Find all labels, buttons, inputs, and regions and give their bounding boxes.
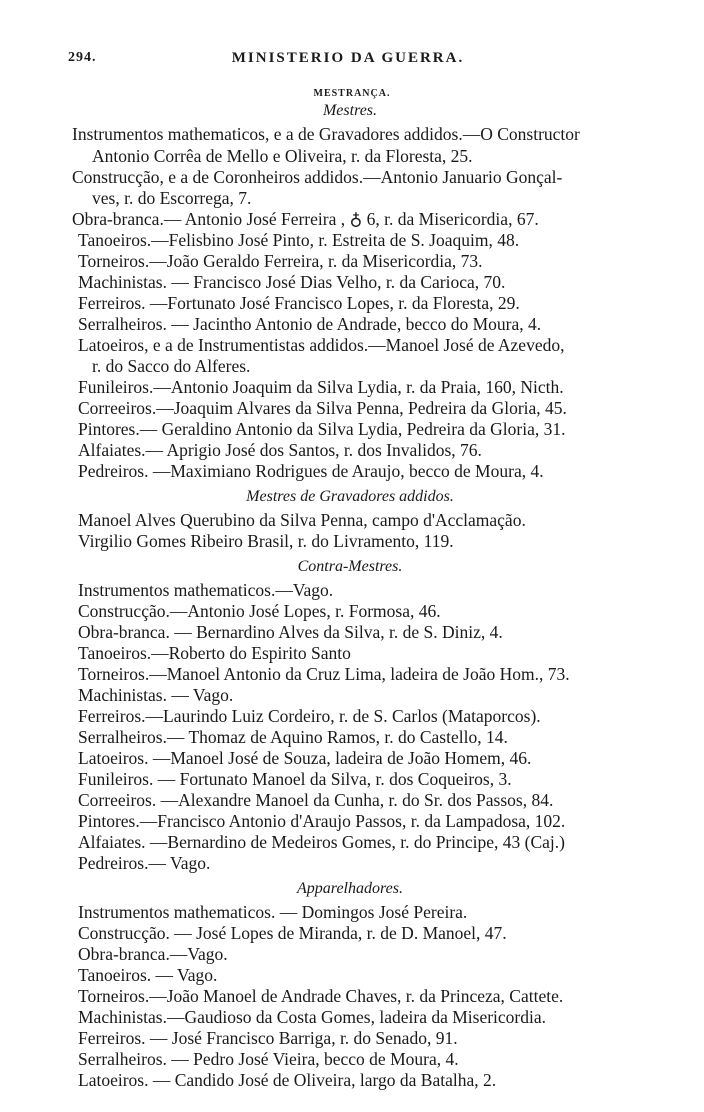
heading-apparelhadores: Apparelhadores. [297, 880, 403, 897]
text-line: Antonio Corrêa de Mello e Oliveira, r. da Floresta, 25. [92, 146, 473, 166]
text-line: Pedreiros. —Maximiano Rodrigues de Araujo, becco de Moura, 4. [78, 461, 544, 481]
text-line: ves, r. do Escorrega, 7. [92, 188, 252, 208]
text-line: Latoeiros. — Candido José de Oliveira, largo da Batalha, 2. [78, 1070, 497, 1090]
page-number: 294. [68, 50, 97, 65]
text-line: Pintores.— Geraldino Antonio da Silva Lydia, Pedreira da Gloria, 31. [78, 419, 566, 439]
text-line: Funileiros.—Antonio Joaquim da Silva Lydia, r. da Praia, 160, Nicth. [78, 377, 564, 397]
text-line: Torneiros.—Manoel Antonio da Cruz Lima, ladeira de João Hom., 73. [78, 664, 570, 684]
text-line: Construcção.—Antonio José Lopes, r. Formosa, 46. [78, 601, 441, 621]
text-line: Instrumentos mathematicos. — Domingos José Pereira. [78, 902, 468, 922]
text-line: Tanoeiros. — Vago. [78, 965, 218, 985]
text-line: Machinistas.—Gaudioso da Costa Gomes, ladeira da Misericordia. [78, 1007, 547, 1027]
text-line: Torneiros.—João Geraldo Ferreira, r. da Misericordia, 73. [78, 251, 483, 271]
page-header [68, 50, 628, 72]
text-line: r. do Sacco do Alferes. [92, 356, 251, 376]
text-line: Correeiros.—Joaquim Alvares da Silva Penna, Pedreira da Gloria, 45. [78, 398, 567, 418]
text-line: Funileiros. — Fortunato Manoel da Silva, r. dos Coqueiros, 3. [78, 769, 512, 789]
text-line: Alfaiates. —Bernardino de Medeiros Gomes, r. do Principe, 43 (Caj.) [78, 832, 565, 852]
text-line: Alfaiates.— Aprigio José dos Santos, r. dos Invalidos, 76. [78, 440, 482, 460]
text-line: Torneiros.—João Manoel de Andrade Chaves, r. da Princeza, Cattete. [78, 986, 564, 1006]
section-title: MESTRANÇA. [313, 88, 391, 99]
text-line: Machinistas. — Francisco José Dias Velho, r. da Carioca, 70. [78, 272, 506, 292]
text-line: Obra-branca. — Bernardino Alves da Silva, r. de S. Diniz, 4. [78, 622, 503, 642]
text-line: Pedreiros.— Vago. [78, 853, 211, 873]
text-line: Serralheiros. — Pedro José Vieira, becco de Moura, 4. [78, 1049, 459, 1069]
text-line: Latoeiros, e a de Instrumentistas addidos.—Manoel José de Azevedo, [78, 335, 565, 355]
text-line: Instrumentos mathematicos, e a de Gravadores addidos.—O Constructor [72, 124, 580, 144]
text-line: Ferreiros. — José Francisco Barriga, r. do Senado, 91. [78, 1028, 458, 1048]
text-line: Machinistas. — Vago. [78, 685, 234, 705]
text-line: Construcção. — José Lopes de Miranda, r. de D. Manoel, 47. [78, 923, 507, 943]
text-line: Instrumentos mathematicos.—Vago. [78, 580, 334, 600]
heading-mestres: Mestres. [322, 102, 378, 119]
text-line: Latoeiros. —Manoel José de Souza, ladeira de João Homem, 46. [78, 748, 532, 768]
heading-mestres-gravadores: Mestres de Gravadores addidos. [246, 488, 454, 505]
text-line: Obra-branca.—Vago. [78, 944, 228, 964]
text-line: Serralheiros. — Jacintho Antonio de Andrade, becco do Moura, 4. [78, 314, 542, 334]
text-line: Construcção, e a de Coronheiros addidos.—Antonio Januario Gonçal- [72, 167, 563, 187]
text-line: Ferreiros. —Fortunato José Francisco Lopes, r. da Floresta, 29. [78, 293, 520, 313]
text-line: Obra-branca.— Antonio José Ferreira , ♁ 6, r. da Misericordia, 67. [72, 209, 539, 229]
text-line: Ferreiros.—Laurindo Luiz Cordeiro, r. de S. Carlos (Mataporcos). [78, 706, 541, 726]
heading-contra-mestres: Contra-Mestres. [297, 558, 403, 575]
text-line: Tanoeiros.—Felisbino José Pinto, r. Estreita de S. Joaquim, 48. [78, 230, 520, 250]
text-line: Virgilio Gomes Ribeiro Brasil, r. do Livramento, 119. [78, 531, 454, 551]
text-line: Tanoeiros.—Roberto do Espirito Santo [78, 643, 351, 663]
text-line: Serralheiros.— Thomaz de Aquino Ramos, r. do Castello, 14. [78, 727, 508, 747]
text-line: Manoel Alves Querubino da Silva Penna, campo d'Acclamação. [78, 510, 526, 530]
text-line: Correeiros. —Alexandre Manoel da Cunha, r. do Sr. dos Passos, 84. [78, 790, 554, 810]
page-title: MINISTERIO DA GUERRA. [231, 50, 465, 66]
text-line: Pintores.—Francisco Antonio d'Araujo Passos, r. da Lampadosa, 102. [78, 811, 566, 831]
